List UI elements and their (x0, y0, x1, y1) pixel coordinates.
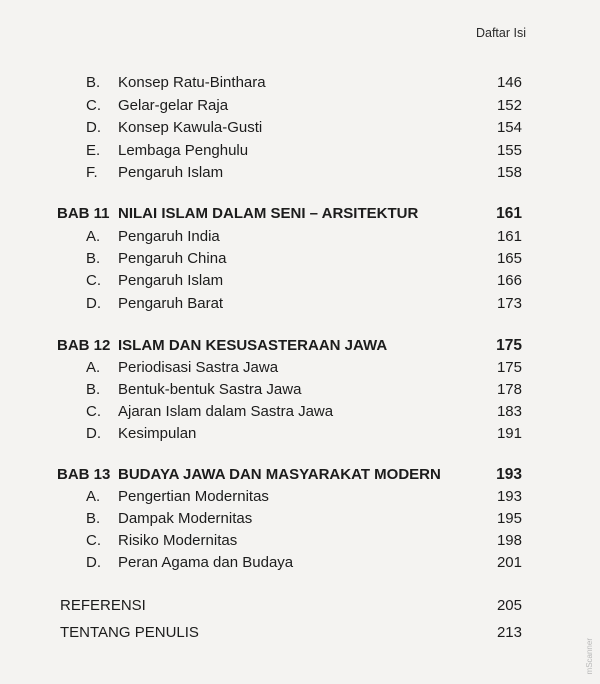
page-number: 175 (496, 337, 522, 354)
entry-letter: C. (86, 272, 101, 289)
page-number: 173 (496, 295, 522, 312)
entry-title: Konsep Kawula-Gusti (118, 119, 263, 136)
entry-letter: C. (86, 532, 101, 549)
entry-title: Periodisasi Sastra Jawa (118, 359, 279, 376)
entry-title: Pengaruh Islam (118, 164, 224, 181)
entry-letter: F. (86, 164, 98, 181)
toc-entry-row (0, 249, 600, 269)
toc-chapter-row (0, 465, 600, 485)
toc-entry-row (0, 96, 600, 116)
toc-entry-row (0, 73, 600, 93)
entry-letter: B. (86, 74, 101, 91)
entry-letter: C. (86, 97, 101, 114)
chapter-title: BUDAYA JAWA DAN MASYARAKAT MODERN (118, 466, 441, 483)
page-number: 166 (496, 272, 522, 289)
entry-title: REFERENSI (60, 597, 146, 614)
toc-entry-row (0, 294, 600, 314)
entry-title: Pengaruh China (118, 250, 227, 267)
toc-entry-row (0, 553, 600, 573)
entry-title: Ajaran Islam dalam Sastra Jawa (118, 403, 334, 420)
entry-letter: A. (86, 488, 101, 505)
chapter-number: BAB 11 (57, 205, 110, 222)
entry-title: Pengaruh Islam (118, 272, 224, 289)
entry-letter: B. (86, 510, 101, 527)
entry-title: Pengertian Modernitas (118, 488, 269, 505)
entry-title: Dampak Modernitas (118, 510, 253, 527)
toc-entry-row (0, 163, 600, 183)
page-number: 175 (496, 359, 522, 376)
toc-backmatter-row (0, 596, 600, 616)
toc-entry-row (0, 424, 600, 444)
chapter-title: NILAI ISLAM DALAM SENI – ARSITEKTUR (118, 205, 419, 222)
entry-title: Bentuk-bentuk Sastra Jawa (118, 381, 302, 398)
toc-entry-row (0, 380, 600, 400)
entry-title: Gelar-gelar Raja (118, 97, 229, 114)
entry-letter: D. (86, 554, 101, 571)
page-number: 146 (496, 74, 522, 91)
toc-entry-row (0, 358, 600, 378)
page-number: 205 (496, 597, 522, 614)
toc-entry-row (0, 118, 600, 138)
entry-letter: A. (86, 228, 101, 245)
toc-chapter-row (0, 204, 600, 224)
entry-title: Risiko Modernitas (118, 532, 238, 549)
toc-entry-row (0, 531, 600, 551)
page-number: 191 (496, 425, 522, 442)
toc-entry-row (0, 509, 600, 529)
entry-title: Pengaruh Barat (118, 295, 224, 312)
chapter-number: BAB 13 (57, 466, 111, 483)
page-number: 161 (496, 228, 522, 245)
page-number: 152 (496, 97, 522, 114)
page-number: 193 (496, 488, 522, 505)
page-number: 178 (496, 381, 522, 398)
chapter-title: ISLAM DAN KESUSASTERAAN JAWA (118, 337, 388, 354)
entry-letter: B. (86, 250, 101, 267)
toc-entry-row (0, 227, 600, 247)
entry-letter: C. (86, 403, 101, 420)
chapter-number: BAB 12 (57, 337, 111, 354)
toc-entry-row (0, 402, 600, 422)
entry-letter: D. (86, 119, 101, 136)
entry-letter: A. (86, 359, 101, 376)
page-number: 165 (496, 250, 522, 267)
entry-title: Konsep Ratu-Binthara (118, 74, 266, 91)
entry-letter: D. (86, 295, 101, 312)
toc-entry-row (0, 141, 600, 161)
running-header: Daftar Isi (475, 26, 526, 40)
page-number: 198 (496, 532, 522, 549)
page-number: 155 (496, 142, 522, 159)
toc-entry-row (0, 271, 600, 291)
entry-title: Pengaruh India (118, 228, 220, 245)
toc-backmatter-row (0, 623, 600, 643)
page-number: 201 (496, 554, 522, 571)
entry-letter: E. (86, 142, 101, 159)
entry-letter: B. (86, 381, 101, 398)
page-number: 195 (496, 510, 522, 527)
page-number: 213 (496, 624, 522, 641)
toc-entry-row (0, 487, 600, 507)
entry-title: Kesimpulan (118, 425, 197, 442)
page-number: 161 (496, 205, 522, 222)
entry-letter: D. (86, 425, 101, 442)
toc-chapter-row (0, 336, 600, 356)
entry-title: Lembaga Penghulu (118, 142, 249, 159)
scanner-watermark: mScanner (585, 637, 594, 674)
entry-title: TENTANG PENULIS (60, 624, 199, 641)
entry-title: Peran Agama dan Budaya (118, 554, 294, 571)
page-number: 154 (496, 119, 522, 136)
page-number: 183 (496, 403, 522, 420)
page-number: 158 (496, 164, 522, 181)
page-number: 193 (496, 466, 522, 483)
